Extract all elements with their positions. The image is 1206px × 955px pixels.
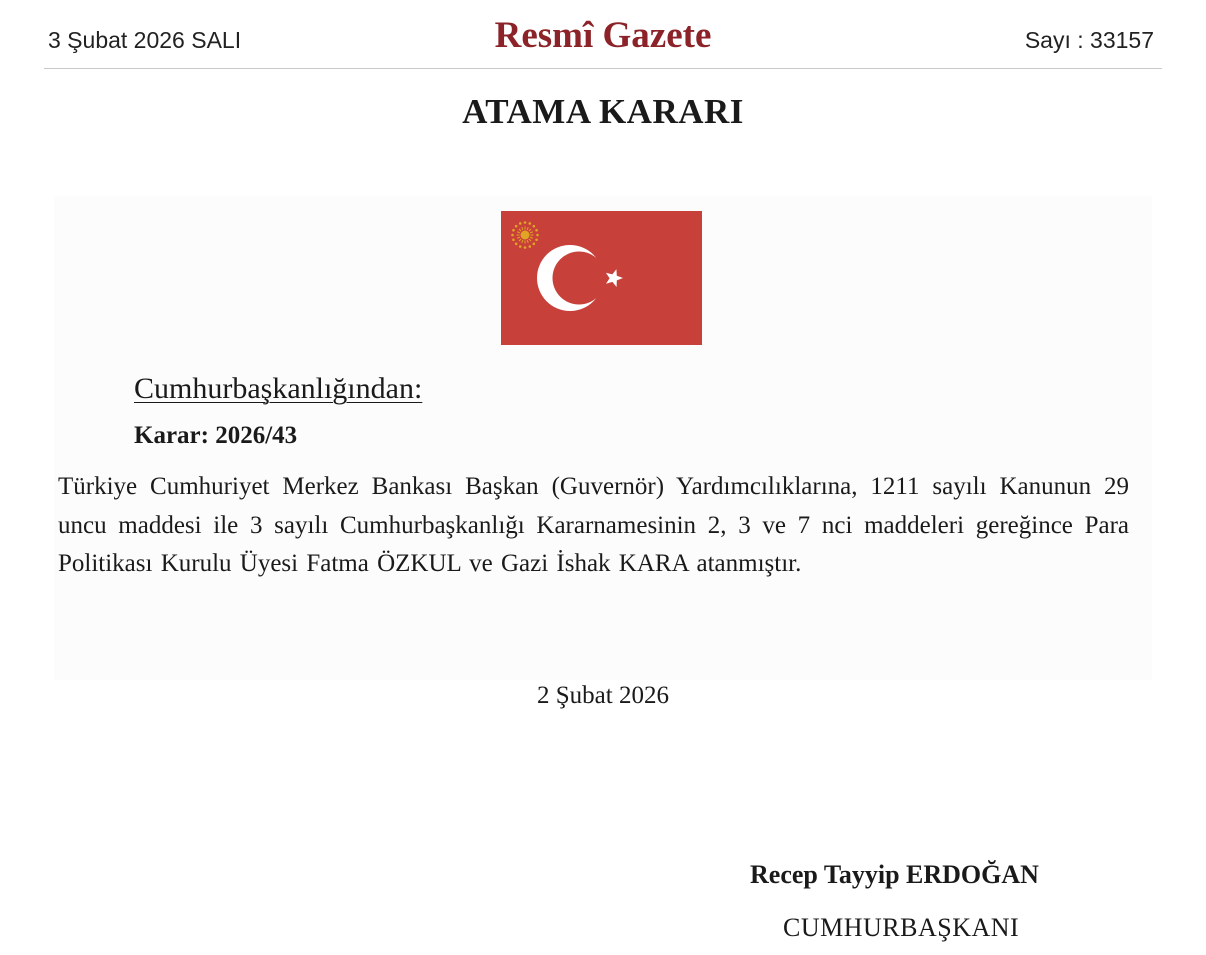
document-title: ATAMA KARARI <box>462 92 744 131</box>
decision-number: Karar: 2026/43 <box>134 422 298 449</box>
issuer-heading: Cumhurbaşkanlığından: <box>134 372 423 405</box>
decision-body: Türkiye Cumhuriyet Merkez Bankası Başkan (Guvernör) Yardımcılıklarına, 1211 sayılı Kanunun 29 uncu maddesi ile 3 sayılı Cumhurbaşkanlığı Kararnamesinin 2, 3 ve 7 nci maddeleri gereğince Para Politikası Kurulu Üyesi Fatma ÖZKUL ve Gazi İshak KARA atanmıştır. <box>58 473 1129 577</box>
header-divider <box>44 68 1162 69</box>
signer-title: CUMHURBAŞKANI <box>783 913 1020 942</box>
gazette-date: 3 Şubat 2026 SALI <box>48 27 242 53</box>
signer-name: Recep Tayyip ERDOĞAN <box>750 860 1039 889</box>
turkish-flag-icon <box>501 211 702 345</box>
gazette-masthead-title: Resmî Gazete <box>494 15 712 56</box>
signature-date: 2 Şubat 2026 <box>537 682 669 709</box>
gazette-issue-number: Sayı : 33157 <box>1024 27 1154 53</box>
